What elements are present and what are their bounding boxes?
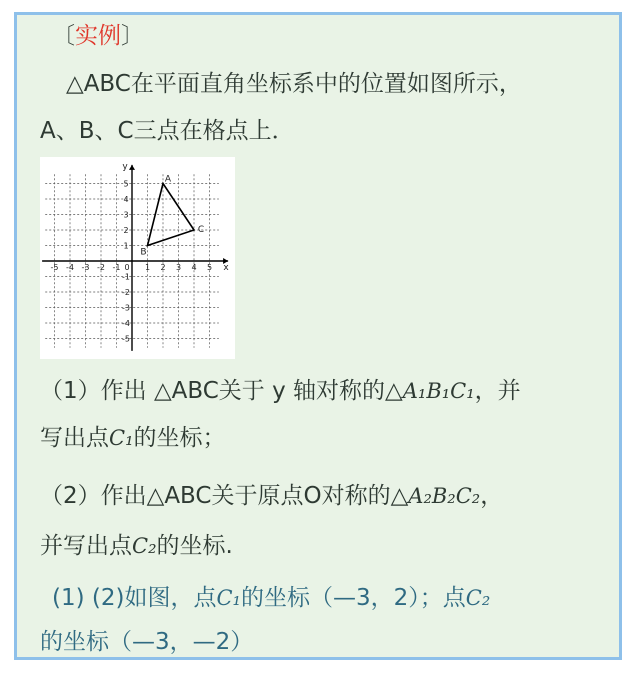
q2-point-label: C₂: [132, 534, 157, 558]
y-tick-label: -5: [122, 334, 130, 344]
x-tick-label: -1: [112, 263, 121, 272]
answer-pre: (1) (2)如图，点: [52, 585, 217, 611]
tag-close-bracket: 〕: [121, 23, 144, 49]
x-tick-label: -4: [66, 263, 74, 272]
coordinate-grid-svg: [40, 157, 235, 359]
y-tick-label: -3: [122, 303, 130, 313]
x-tick-label: 2: [160, 263, 166, 272]
q2-text-pre: （2）作出△ABC关于原点O对称的△: [40, 483, 409, 509]
y-tick-label: 3: [123, 210, 129, 220]
question-1-line-1: [40, 375, 521, 407]
q1-text-pre: （1）作出 △ABC关于 y 轴对称的△: [40, 378, 403, 404]
x-tick-label: 5: [206, 263, 213, 272]
q2-triangle-label: A₂B₂C₂: [408, 484, 481, 508]
answer-c2-label: C₂: [465, 586, 491, 610]
x-tick-label: 3: [175, 263, 182, 272]
answer-line-2: 的坐标（—3，—2）: [40, 629, 254, 655]
intro-line-2: A、B、C三点在格点上．: [40, 118, 295, 144]
question-2-line-1: [40, 480, 503, 512]
point-a-label: A: [164, 174, 172, 185]
x-tick-label: 1: [144, 263, 151, 272]
q2-text-post: ，: [480, 483, 504, 509]
question-1-line-2: [40, 422, 226, 454]
y-axis-label: y: [122, 161, 128, 172]
answer-mid: 的坐标（—3，2）；点: [240, 585, 466, 611]
y-tick-label: -4: [122, 319, 130, 328]
y-tick-label: 1: [123, 241, 129, 251]
q1-line2-post: 的坐标；: [133, 425, 226, 451]
q1-triangle-label: A₁B₁C₁: [402, 379, 475, 403]
answer-line-1: [52, 582, 490, 614]
y-tick-label: -2: [122, 288, 130, 297]
coordinate-figure: [40, 157, 235, 359]
origin-label: 0: [124, 263, 130, 272]
x-tick-label: -5: [50, 263, 59, 272]
intro-line-1: △ABC在平面直角坐标系中的位置如图所示，: [66, 71, 522, 97]
point-c-label: C: [197, 225, 205, 235]
q1-line2-pre: 写出点: [40, 425, 109, 451]
y-tick-label: -1: [122, 272, 130, 282]
y-axis-arrow-icon: [129, 165, 135, 170]
q2-line2-pre: 并写出点: [40, 533, 132, 559]
x-axis-label: x: [223, 263, 229, 273]
x-tick-label: 4: [191, 263, 197, 272]
x-tick-label: -2: [97, 263, 105, 272]
y-tick-label: 5: [123, 179, 129, 189]
question-2-line-2: [40, 530, 233, 562]
y-tick-label: 4: [123, 195, 129, 204]
y-tick-label: 2: [123, 226, 129, 235]
q1-point-label: C₁: [109, 426, 134, 450]
x-tick-label: -3: [81, 263, 90, 272]
q1-text-post: ，并: [474, 378, 521, 404]
point-b-label: B: [140, 247, 147, 258]
q2-line2-post: 的坐标.: [156, 533, 233, 559]
example-tag: [52, 20, 144, 52]
tag-text: 实例: [75, 23, 121, 49]
tag-open-bracket: 〔: [52, 23, 75, 49]
answer-c1-label: C₁: [216, 586, 241, 610]
